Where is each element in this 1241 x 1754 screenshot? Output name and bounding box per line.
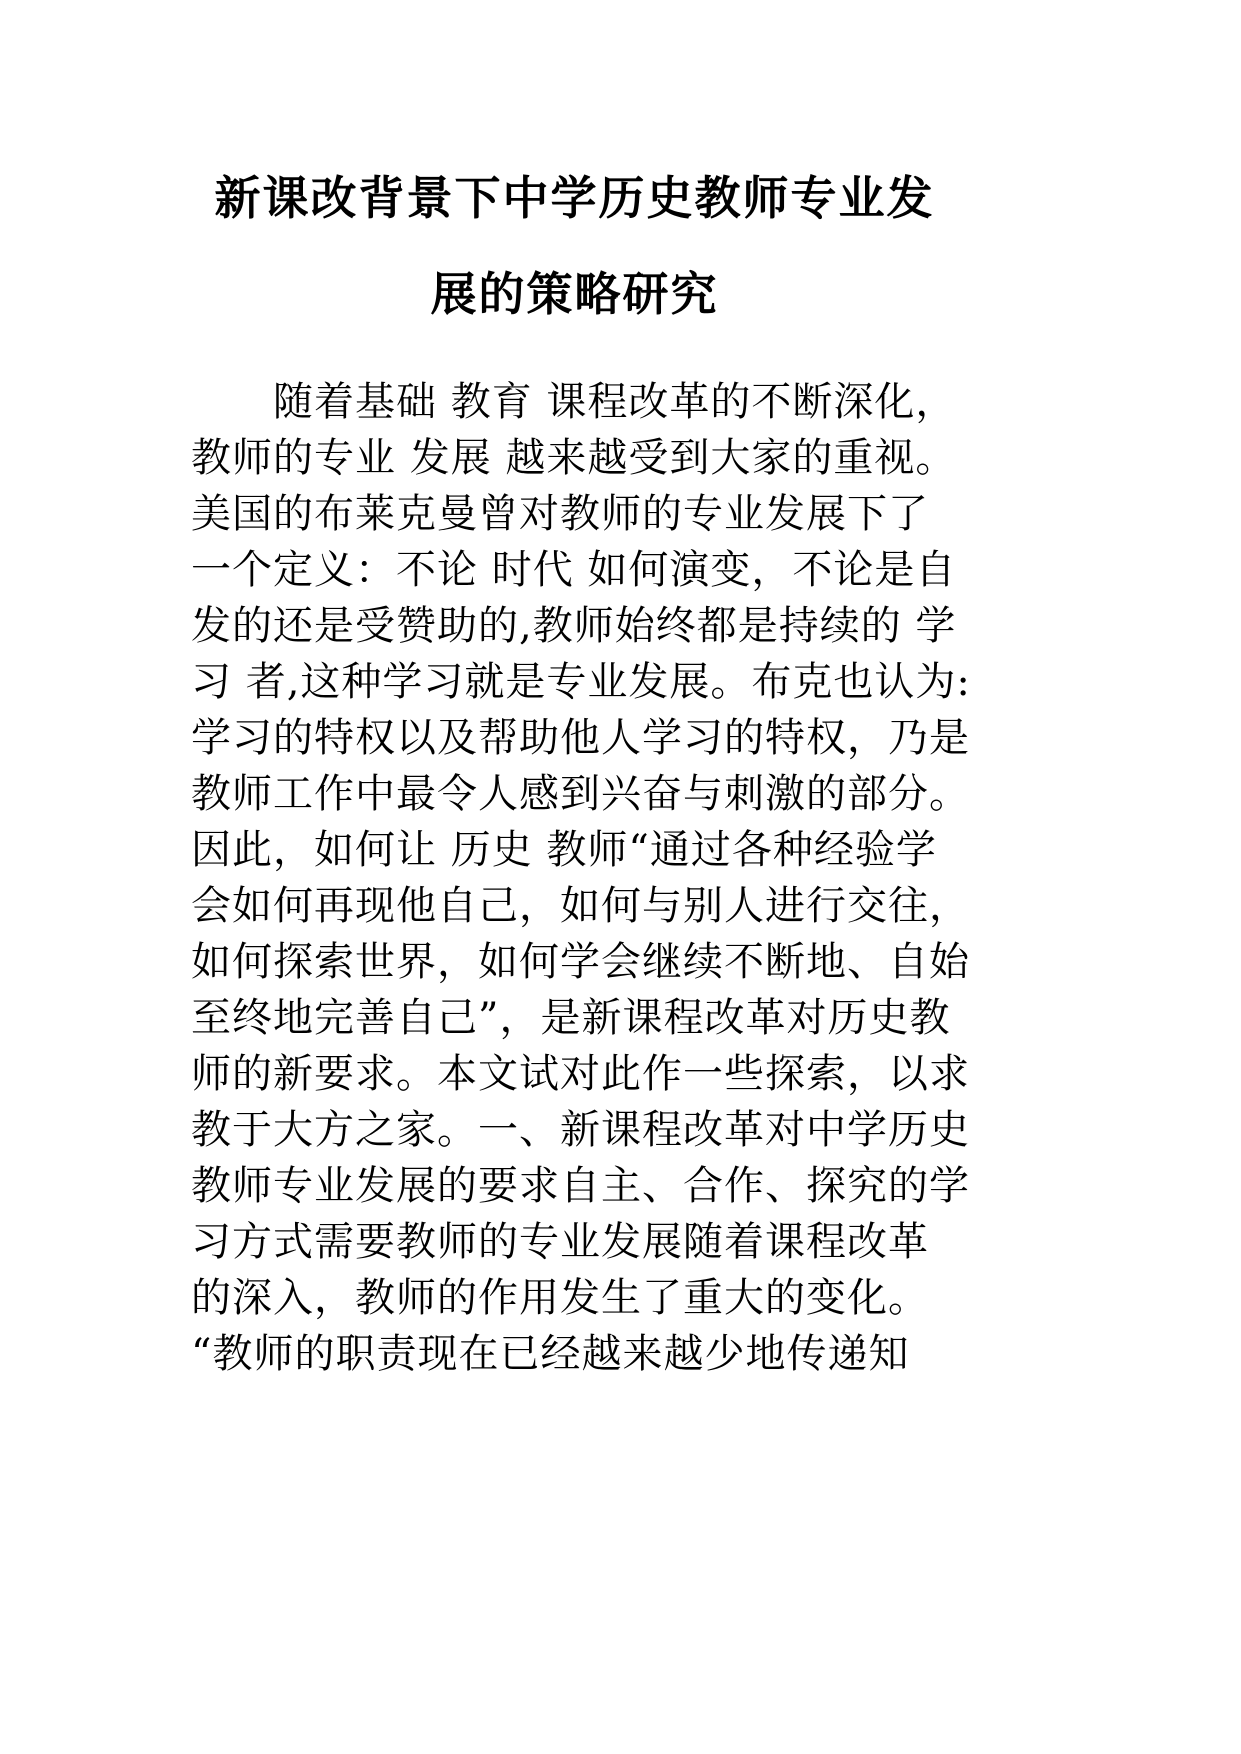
body-line: 学习的特权以及帮助他人学习的特权，乃是: [191, 715, 970, 761]
body-line: 美国的布莱克曼曾对教师的专业发展下了: [191, 491, 929, 537]
body-line: 至终地完善自己”，是新课程改革对历史教: [191, 995, 951, 1041]
body-line: 发的还是受赞助的,教师始终都是持续的 学: [191, 603, 957, 649]
body-line: 习方式需要教师的专业发展随着课程改革: [191, 1219, 929, 1265]
body-line: 教师的专业 发展 越来越受到大家的重视。: [191, 435, 957, 481]
body-line: 习 者,这种学习就是专业发展。布克也认为:: [191, 659, 971, 705]
body-line: 因此，如何让 历史 教师“通过各种经验学: [191, 827, 937, 873]
body-line: 一个定义：不论 时代 如何演变，不论是自: [191, 547, 957, 593]
document-title-line-1: 新课改背景下中学历史教师专业发: [214, 171, 935, 225]
body-line: “教师的职责现在已经越来越少地传递知: [191, 1331, 910, 1377]
body-line: 会如何再现他自己，如何与别人进行交往，: [191, 883, 970, 929]
body-line: 随着基础 教育 课程改革的不断深化，: [191, 379, 957, 425]
body-line: 如何探索世界，如何学会继续不断地、自始: [191, 939, 970, 985]
document-title-line-2: 展的策略研究: [430, 267, 719, 321]
body-line: 教于大方之家。一、新课程改革对中学历史: [191, 1107, 970, 1153]
body-line: 教师工作中最令人感到兴奋与刺激的部分。: [191, 771, 970, 817]
body-line: 师的新要求。本文试对此作一些探索，以求: [191, 1051, 970, 1097]
body-line: 的深入，教师的作用发生了重大的变化。: [191, 1275, 929, 1321]
body-line: 教师专业发展的要求自主、合作、探究的学: [191, 1163, 970, 1209]
